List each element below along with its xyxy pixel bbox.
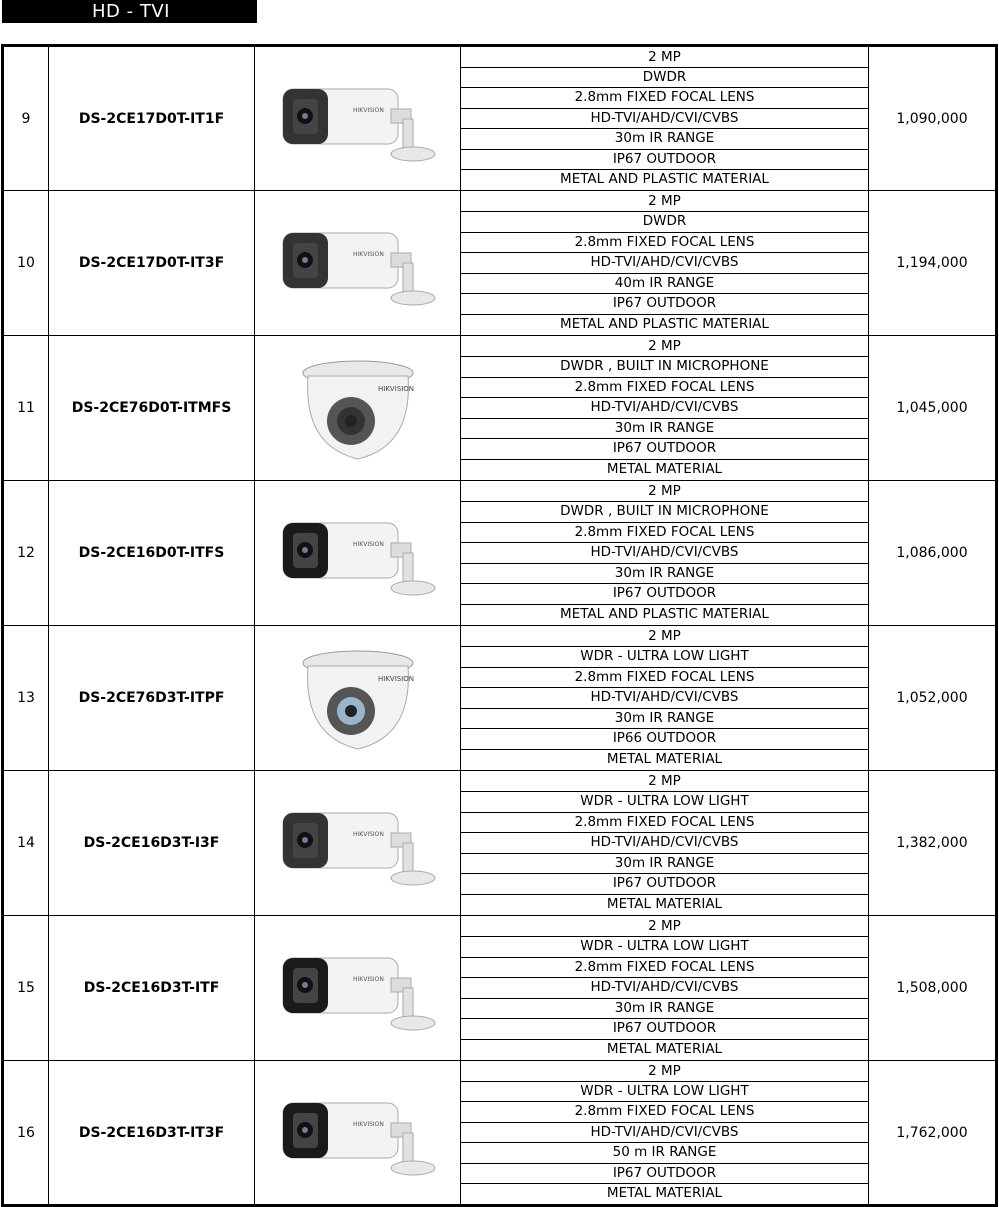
spec-item: IP67 OUTDOOR — [461, 1164, 868, 1184]
product-row — [3, 1061, 997, 1206]
product-specs — [461, 916, 869, 1061]
bullet-camera-ir-icon — [255, 788, 460, 898]
svg-text:HIKVISION: HIKVISION — [352, 106, 384, 114]
spec-item: 2 MP — [461, 1062, 868, 1082]
product-model: DS-2CE76D3T-ITPF — [49, 626, 255, 771]
bullet-camera-black-icon — [255, 498, 460, 608]
product-image — [255, 916, 461, 1061]
spec-item: DWDR — [461, 212, 868, 232]
product-number: 12 — [3, 481, 49, 626]
product-price: 1,090,000 — [869, 46, 997, 191]
spec-item: HD-TVI/AHD/CVI/CVBS — [461, 398, 868, 418]
spec-item: IP66 OUTDOOR — [461, 729, 868, 749]
spec-item: IP67 OUTDOOR — [461, 874, 868, 894]
svg-text:HIKVISION: HIKVISION — [377, 384, 414, 393]
spec-item: IP67 OUTDOOR — [461, 439, 868, 459]
product-table-body — [3, 46, 997, 1206]
product-image — [255, 336, 461, 481]
spec-item: 2.8mm FIXED FOCAL LENS — [461, 668, 868, 688]
spec-item: WDR - ULTRA LOW LIGHT — [461, 647, 868, 667]
product-specs — [461, 46, 869, 191]
product-row — [3, 916, 997, 1061]
product-image — [255, 481, 461, 626]
spec-item: 40m IR RANGE — [461, 274, 868, 294]
spec-item: IP67 OUTDOOR — [461, 294, 868, 314]
spec-item: HD-TVI/AHD/CVI/CVBS — [461, 978, 868, 998]
spec-item: 2.8mm FIXED FOCAL LENS — [461, 88, 868, 108]
bullet-camera-black-icon — [255, 933, 460, 1043]
spec-item: HD-TVI/AHD/CVI/CVBS — [461, 1123, 868, 1143]
product-model: DS-2CE16D3T-I3F — [49, 771, 255, 916]
spec-item: DWDR , BUILT IN MICROPHONE — [461, 502, 868, 522]
product-specs — [461, 1061, 869, 1206]
product-model: DS-2CE16D3T-ITF — [49, 916, 255, 1061]
spec-item: 2.8mm FIXED FOCAL LENS — [461, 523, 868, 543]
spec-item: METAL MATERIAL — [606, 750, 723, 767]
spec-item: 30m IR RANGE — [461, 999, 868, 1019]
svg-text:HIKVISION: HIKVISION — [377, 674, 414, 683]
spec-item: 2 MP — [461, 48, 868, 68]
spec-item: METAL MATERIAL — [606, 1040, 723, 1057]
spec-item: 2.8mm FIXED FOCAL LENS — [461, 233, 868, 253]
spec-item: 2 MP — [461, 917, 868, 937]
product-specs — [461, 626, 869, 771]
product-price: 1,194,000 — [869, 191, 997, 336]
spec-item: 30m IR RANGE — [461, 564, 868, 584]
spec-item: METAL MATERIAL — [606, 895, 723, 912]
spec-item: HD-TVI/AHD/CVI/CVBS — [461, 688, 868, 708]
spec-item: 30m IR RANGE — [461, 419, 868, 439]
product-row — [3, 481, 997, 626]
spec-item: 30m IR RANGE — [461, 129, 868, 149]
spec-item: DWDR — [461, 68, 868, 88]
product-image — [255, 46, 461, 191]
product-number: 11 — [3, 336, 49, 481]
product-price: 1,045,000 — [869, 336, 997, 481]
product-row — [3, 191, 997, 336]
product-row — [3, 626, 997, 771]
spec-item: 50 m IR RANGE — [461, 1143, 868, 1163]
product-number: 9 — [3, 46, 49, 191]
product-model: DS-2CE16D3T-IT3F — [49, 1061, 255, 1206]
product-model: DS-2CE17D0T-IT3F — [49, 191, 255, 336]
bullet-camera-large-icon — [255, 1078, 460, 1188]
product-model: DS-2CE17D0T-IT1F — [49, 46, 255, 191]
svg-text:HIKVISION: HIKVISION — [352, 976, 384, 983]
product-price: 1,382,000 — [869, 771, 997, 916]
product-image — [255, 1061, 461, 1206]
product-model: DS-2CE16D0T-ITFS — [49, 481, 255, 626]
spec-item: METAL AND PLASTIC MATERIAL — [560, 605, 769, 622]
spec-item: DWDR , BUILT IN MICROPHONE — [461, 357, 868, 377]
spec-item: 2.8mm FIXED FOCAL LENS — [461, 1102, 868, 1122]
product-specs — [461, 336, 869, 481]
product-price: 1,052,000 — [869, 626, 997, 771]
svg-text:HIKVISION: HIKVISION — [352, 1120, 384, 1128]
bullet-camera-white-icon — [255, 208, 460, 318]
spec-item: IP67 OUTDOOR — [461, 584, 868, 604]
product-number: 14 — [3, 771, 49, 916]
product-row — [3, 46, 997, 191]
spec-item: 2.8mm FIXED FOCAL LENS — [461, 958, 868, 978]
spec-item: 2.8mm FIXED FOCAL LENS — [461, 813, 868, 833]
spec-item: 2 MP — [461, 772, 868, 792]
spec-item: IP67 OUTDOOR — [461, 150, 868, 170]
spec-item: 2.8mm FIXED FOCAL LENS — [461, 378, 868, 398]
spec-item: HD-TVI/AHD/CVI/CVBS — [461, 543, 868, 563]
bullet-camera-white-icon — [255, 64, 460, 174]
spec-item: 2 MP — [461, 337, 868, 357]
spec-item: IP67 OUTDOOR — [461, 1019, 868, 1039]
spec-item: METAL AND PLASTIC MATERIAL — [560, 171, 769, 188]
spec-item: 2 MP — [461, 192, 868, 212]
product-number: 13 — [3, 626, 49, 771]
product-specs — [461, 191, 869, 336]
spec-item: METAL MATERIAL — [606, 460, 723, 477]
product-price: 1,508,000 — [869, 916, 997, 1061]
svg-text:HIKVISION: HIKVISION — [352, 541, 384, 548]
product-number: 15 — [3, 916, 49, 1061]
spec-item: 30m IR RANGE — [461, 709, 868, 729]
spec-item: METAL MATERIAL — [606, 1185, 723, 1202]
product-image — [255, 626, 461, 771]
spec-item: WDR - ULTRA LOW LIGHT — [461, 1082, 868, 1102]
spec-item: 2 MP — [461, 482, 868, 502]
spec-item: 30m IR RANGE — [461, 854, 868, 874]
spec-item: METAL AND PLASTIC MATERIAL — [560, 315, 769, 332]
product-price: 1,086,000 — [869, 481, 997, 626]
product-image — [255, 771, 461, 916]
product-row — [3, 336, 997, 481]
product-number: 16 — [3, 1061, 49, 1206]
spec-item: WDR - ULTRA LOW LIGHT — [461, 937, 868, 957]
product-image — [255, 191, 461, 336]
product-table — [1, 44, 998, 1207]
spec-item: HD-TVI/AHD/CVI/CVBS — [461, 833, 868, 853]
product-price: 1,762,000 — [869, 1061, 997, 1206]
spec-item: 2 MP — [461, 627, 868, 647]
section-title: HD - TVI — [2, 0, 257, 23]
spec-item: HD-TVI/AHD/CVI/CVBS — [461, 253, 868, 273]
turret-camera-icon — [255, 641, 460, 756]
product-row — [3, 771, 997, 916]
product-specs — [461, 771, 869, 916]
product-specs — [461, 481, 869, 626]
svg-text:HIKVISION: HIKVISION — [352, 251, 384, 258]
spec-item: WDR - ULTRA LOW LIGHT — [461, 792, 868, 812]
dome-camera-icon — [255, 351, 460, 466]
spec-item: HD-TVI/AHD/CVI/CVBS — [461, 109, 868, 129]
product-number: 10 — [3, 191, 49, 336]
product-model: DS-2CE76D0T-ITMFS — [49, 336, 255, 481]
svg-text:HIKVISION: HIKVISION — [352, 831, 384, 838]
